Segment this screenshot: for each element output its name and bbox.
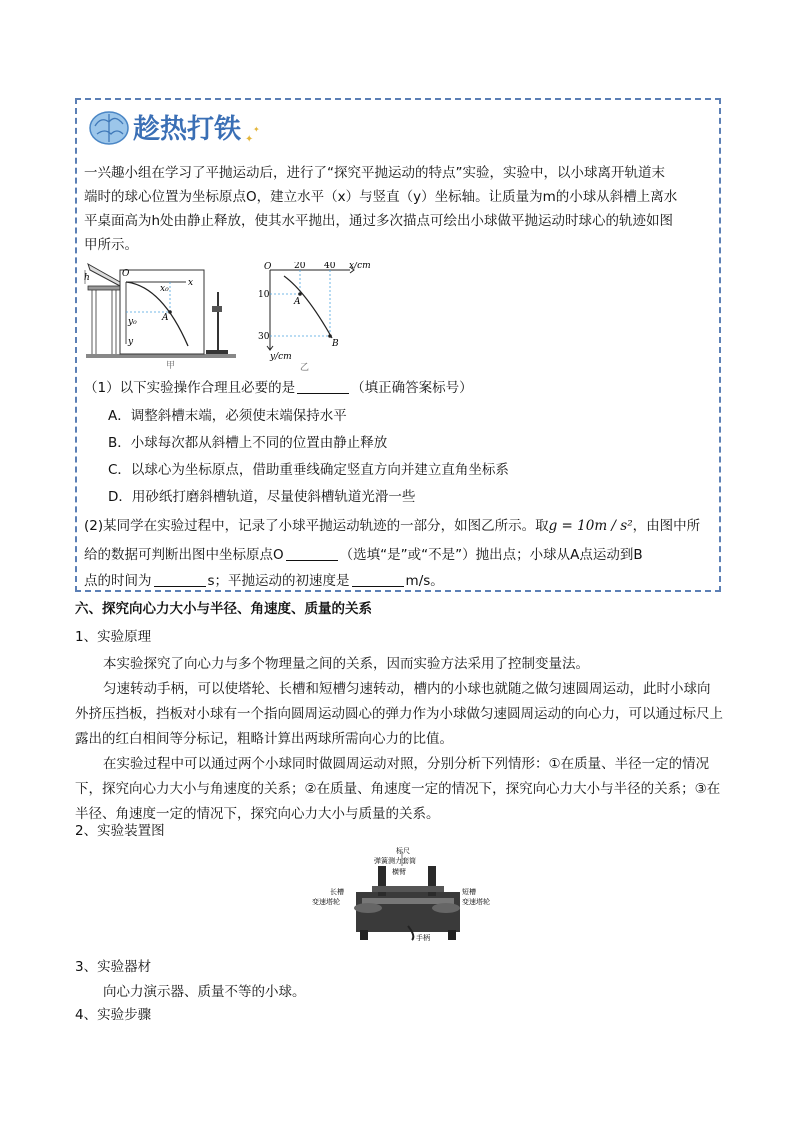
brain-icon	[90, 112, 128, 144]
label-h: h	[84, 273, 90, 283]
option-c: C．以球心为坐标原点，借助重垂线确定竖直方向并建立直角坐标系	[108, 462, 509, 478]
principle-paragraph-3: 在实验过程中可以通过两个小球同时做圆周运动对照，分别分析下列情形：①在质量、半径一定的情况下，探究向心力大小与角速度的关系；②在质量、角速度一定的情况下，探究向心力大小与半径的关系；③在半径、角速度一定的情况下，探究向心力大小与质量的关系。	[75, 756, 721, 822]
option-a: A．调整斜槽末端，必须使末端保持水平	[108, 408, 347, 424]
gravity-equation: g = 10m / s²	[548, 518, 633, 534]
centripetal-device-image	[312, 846, 502, 942]
label-short-groove: 短槽	[462, 888, 476, 896]
x-axis-unit: x/cm	[349, 262, 371, 271]
intro-line: 一兴趣小组在学习了平抛运动后，进行了“探究平抛运动的特点”实验，实验中，以小球离开轨道末	[84, 165, 665, 181]
answer-blank[interactable]	[297, 379, 349, 394]
label-spring-sleeve: 弹簧测力套筒	[374, 857, 416, 865]
label-variable-wheel-right: 变速塔轮	[462, 898, 490, 906]
figure-caption: 乙	[300, 363, 310, 373]
tick-y-10: 10	[258, 290, 270, 300]
question-2-line-1: (2)某同学在实验过程中，记录了小球平抛运动轨迹的一部分，如图乙所示。取g = 10m / s²，由图中所	[84, 518, 701, 534]
banner-title: 趁热打铁	[133, 114, 241, 145]
label-point-a: A	[162, 313, 169, 323]
answer-blank[interactable]	[154, 572, 206, 587]
principle-paragraph-1: 本实验探究了向心力与多个物理量之间的关系，因而实验方法采用了控制变量法。	[103, 656, 589, 672]
banner	[85, 102, 265, 154]
figure-caption: 甲	[166, 361, 176, 370]
label-y0: y₀	[128, 317, 137, 327]
intro-paragraph	[84, 161, 714, 257]
label-variable-wheel-left: 变速塔轮	[312, 898, 340, 906]
label-origin: O	[122, 269, 130, 279]
subheading-principle: 1、实验原理	[75, 629, 152, 645]
question-1: （1）以下实验操作合理且必要的是 （填正确答案标号）	[84, 380, 473, 396]
sparkle-icon: ✦	[253, 125, 260, 134]
label-origin: O	[264, 262, 272, 272]
principle-paragraph-2: 匀速转动手柄，可以使塔轮、长槽和短槽匀速转动，槽内的小球也就随之做匀速圆周运动，此时小球向外挤压挡板，挡板对小球有一个指向圆周运动圆心的弹力作为小球做匀速圆周运动的向心力，可以通过标尺上露出的红白相间等分标记，粗略计算出两球所需向心力的比值。	[75, 681, 723, 747]
question-2-line-3: 点的时间为 s；平抛运动的初速度是 m/s。	[84, 573, 444, 589]
option-b: B．小球每次都从斜槽上不同的位置由静止释放	[108, 435, 388, 451]
y-axis-unit: y/cm	[270, 352, 292, 362]
question-2-line-2: 给的数据可判断出图中坐标原点O （选填“是”或“不是”）抛出点；小球从A点运动到B	[84, 547, 643, 563]
intro-line: 平桌面高为h处由静止释放，使其水平抛出，通过多次描点可绘出小球做平抛运动时球心的轨迹如图	[84, 213, 674, 229]
tick-x-20: 20	[294, 262, 306, 271]
intro-line: 甲所示。	[84, 237, 138, 253]
tick-y-30: 30	[258, 332, 270, 342]
answer-blank[interactable]	[286, 546, 338, 561]
label-arm: 横臂	[392, 868, 406, 876]
label-point-b: B	[332, 339, 339, 349]
option-d: D．用砂纸打磨斜槽轨道，尽量使斜槽轨道光滑一些	[108, 489, 416, 505]
label-y-axis: y	[128, 337, 134, 347]
label-x0: x₀	[160, 284, 169, 294]
label-long-groove: 长槽	[330, 888, 344, 896]
subheading-device: 2、实验装置图	[75, 823, 165, 839]
label-handle: 手柄	[416, 934, 430, 942]
subheading-materials: 3、实验器材	[75, 959, 152, 975]
tick-x-40: 40	[324, 262, 336, 271]
intro-line: 端时的球心位置为坐标原点O，建立水平（x）与竖直（y）坐标轴。让质量为m的小球从斜槽上离水	[84, 189, 678, 205]
section-title: 六、探究向心力大小与半径、角速度、质量的关系	[75, 601, 372, 617]
label-ruler: 标尺	[396, 847, 410, 855]
label-point-a: A	[294, 297, 301, 307]
materials-paragraph: 向心力演示器、质量不等的小球。	[103, 984, 306, 1000]
sparkle-icon: ✦	[245, 134, 254, 145]
label-x-axis: x	[188, 278, 194, 288]
subheading-steps: 4、实验步骤	[75, 1007, 152, 1023]
figure-jia	[84, 262, 244, 370]
answer-blank[interactable]	[352, 572, 404, 587]
figure-yi	[254, 262, 374, 374]
